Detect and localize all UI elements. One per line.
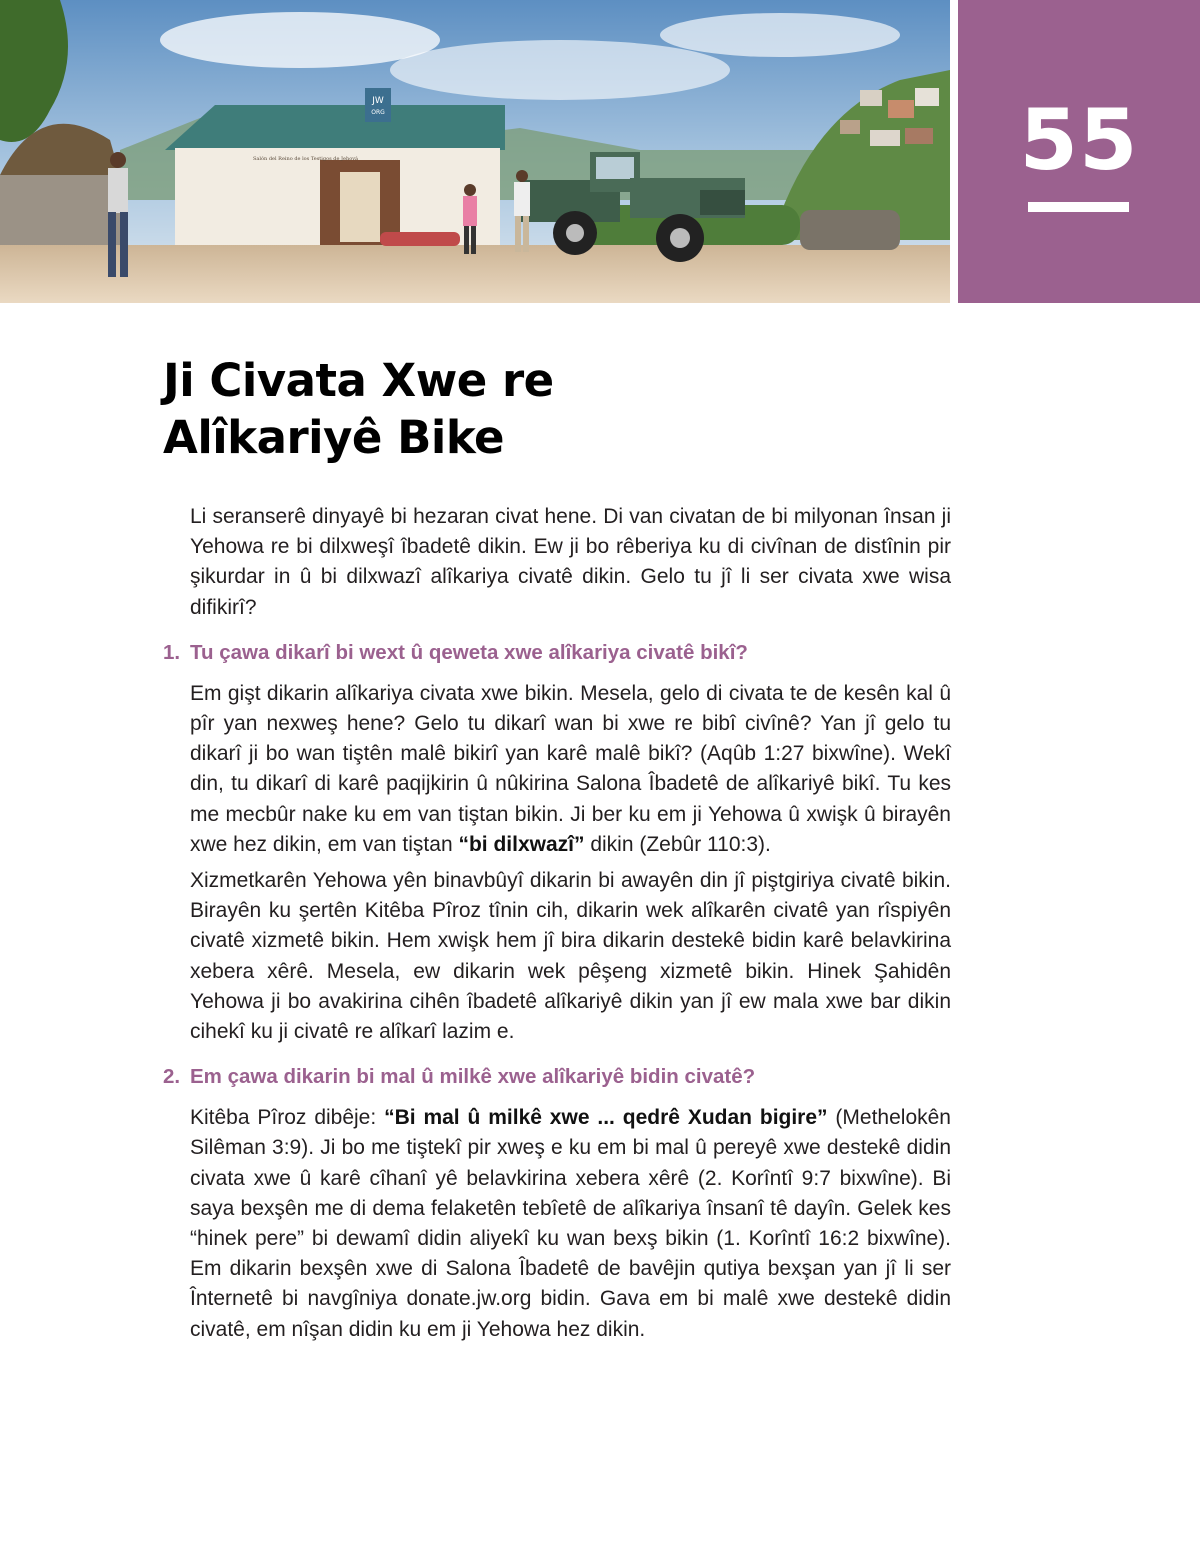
intro-paragraph: Li seranserê dinyayê bi hezaran civat hene. Di van civatan de bi milyonan însan ji Yehowa re bi dilxweşî îbadetê dikin. Ew ji bo rêberiya ku di civînan de distînin pir şikurdar in û bi dilxwazî alîkariya civatê dikin. Gelo tu jî li ser civata xwe wisa difikirî?: [190, 505, 951, 619]
section-2-paragraph-1: [163, 1103, 951, 1345]
kingdom-hall-illustration: [0, 0, 950, 303]
question-text: Tu çawa dikarî bi wext û qeweta xwe alîkariya civatê bikî?: [190, 640, 748, 664]
lesson-number: 55: [1019, 91, 1139, 189]
section-1-paragraph-2: [163, 866, 951, 1047]
roof: [165, 105, 505, 150]
lesson-number-box: [958, 0, 1200, 303]
header-photo: [0, 0, 950, 303]
lesson-content: [163, 502, 951, 1351]
title-line-2: Alîkariyê Bike: [163, 411, 505, 464]
building-lettering: Salón del Reino de los Testigos de Jehová: [253, 156, 359, 162]
highlighted-quote: “bi dilxwazî”: [458, 832, 585, 856]
question-text: Em çawa dikarin bi mal û milkê xwe alîkariyê bidin civatê?: [190, 1065, 756, 1089]
section-1-paragraph-1: [163, 679, 951, 860]
title-line-1: Ji Civata Xwe re: [163, 354, 554, 407]
paragraph-text: Em gişt dikarin alîkariya civata xwe bikin. Mesela, gelo di civata te de kesên kal û pîr yan nexweş hene? Gelo tu dikarî wan bi xwe re bibî civînê? Yan jî gelo tu dikarî ji bo wan tiştên malê bikirî yan karê malê bikî? (Aqûb 1:27 bixwîne). Wekî din, tu dikarî di karê paqijkirin û nûkirina Salona Îbadetê de alîkariyê bikî. Tu kes me mecbûr nake ku em van tiştan bikin. Ji ber ku em ji Yehowa û xwişk û birayên xwe hez dikin, em van tiştan: [190, 681, 951, 856]
question-1: [163, 639, 951, 667]
sign-org: ORG: [371, 109, 385, 116]
paragraph-text: Xizmetkarên Yehowa yên binavbûyî dikarin bi awayên din jî piştgiriya civatê bikin. Birayên ku şertên Kitêba Pîroz tînin cih, dikarin wek alîkarên civatê yan rîspiyên civatê xizmetê bikin. Hem xwişk hem jî bira dikarin destekê bidin karê belavkirina xebera xêrê. Mesela, ew dikarin wek pêşeng xizmetê bikin. Hinek Şahidên Yehowa ji bo avakirina cihên îbadetê alîkariyê dikin yan jî ew mala xwe bar dikin cihekî ku ji civatê re alîkarî lazim e.: [190, 869, 951, 1044]
paragraph-text: Kitêba Pîroz dibêje:: [190, 1106, 385, 1130]
paragraph-text: dikin (Zebûr 110:3).: [584, 832, 771, 856]
highlighted-quote: “Bi mal û milkê xwe ... qedrê Xudan bigire”: [384, 1106, 828, 1130]
lesson-number-underline: [1028, 202, 1129, 212]
page-title: [163, 352, 863, 466]
sign-jw: JW: [372, 96, 384, 106]
question-number: 2.: [163, 1065, 181, 1089]
question-2: [163, 1063, 951, 1091]
question-number: 1.: [163, 640, 181, 664]
paragraph-text: (Methelokên Silêman 3:9). Ji bo me tiştekî pir xweş e ku em bi mal û pereyê xwe destekê didin civata xwe û karê cîhanî yê belavkirina xebera xêrê (2. Korîntî 9:7 bixwîne). Bi saya bexşên me di dema felaketên tebîetê de alîkariya însanî tê dayîn. Gelek kes “hinek pere” bi dewamî didin aliyekî ku wan bexş bikin (1. Korîntî 16:2 bixwîne). Em dikarin bexşên xwe di Salona Îbadetê de bavêjin qutiya bexşan yan jî li ser Înternetê bi navgîniya donate.jw.org bidin. Gava em bi malê xwe destekê didin civatê, em nîşan didin ku em ji Yehowa hez dikin.: [190, 1106, 951, 1341]
